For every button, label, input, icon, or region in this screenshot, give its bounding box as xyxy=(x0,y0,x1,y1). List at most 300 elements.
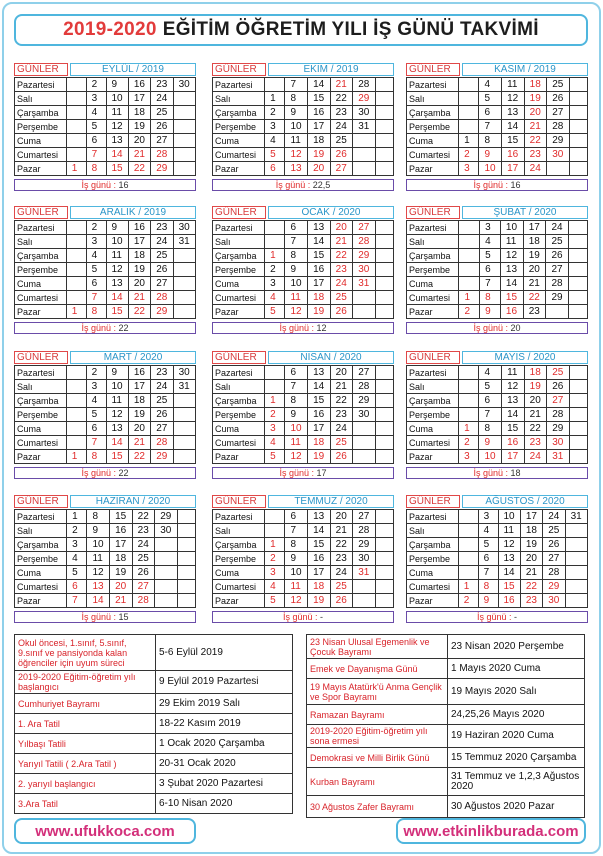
week-day-row xyxy=(407,148,588,162)
footer-link-right[interactable] xyxy=(396,818,586,844)
date-cell: 25 xyxy=(330,436,353,450)
date-cell: 21 xyxy=(330,78,353,92)
week-day-row xyxy=(15,524,196,538)
date-cell: 3 xyxy=(265,277,285,291)
date-cell: 9 xyxy=(106,78,128,92)
date-cell: 29 xyxy=(547,134,570,148)
month-calendar xyxy=(14,351,196,479)
month-name: EKİM / 2019 xyxy=(268,63,394,76)
date-cell xyxy=(173,263,195,277)
date-cell: 6 xyxy=(67,580,87,594)
date-cell: 20 xyxy=(308,162,331,176)
date-cell xyxy=(375,380,393,394)
date-cell: 13 xyxy=(308,366,331,380)
date-cell xyxy=(66,92,86,106)
date-cell: 8 xyxy=(480,291,501,305)
date-cell: 6 xyxy=(86,134,106,148)
date-cell xyxy=(458,552,478,566)
date-cell xyxy=(458,538,478,552)
date-cell xyxy=(155,538,178,552)
date-cell: 14 xyxy=(502,120,525,134)
week-day-row xyxy=(213,106,394,120)
date-cell: 10 xyxy=(498,510,520,524)
date-cell: 12 xyxy=(106,263,128,277)
date-cell xyxy=(353,148,376,162)
date-cell xyxy=(569,450,587,464)
day-name: Çarşamba xyxy=(213,538,265,552)
workday-value: 22 xyxy=(118,468,129,478)
day-name: Cuma xyxy=(15,422,67,436)
date-cell: 28 xyxy=(353,78,376,92)
date-cell: 27 xyxy=(353,221,376,235)
date-cell: 27 xyxy=(151,277,173,291)
date-cell xyxy=(375,291,393,305)
date-cell xyxy=(458,524,478,538)
date-cell xyxy=(66,120,86,134)
date-cell: 28 xyxy=(353,235,376,249)
date-cell: 23 xyxy=(151,78,173,92)
days-column-header: GÜNLER xyxy=(406,495,460,508)
date-cell: 22 xyxy=(330,394,353,408)
date-cell: 13 xyxy=(498,552,520,566)
date-cell xyxy=(265,235,285,249)
day-name: Cumartesi xyxy=(213,291,265,305)
date-cell: 1 xyxy=(458,580,478,594)
date-cell xyxy=(375,134,393,148)
date-cell: 4 xyxy=(479,78,502,92)
event-date: 31 Temmuz ve 1,2,3 Ağustos 2020 xyxy=(448,768,585,796)
date-cell: 3 xyxy=(459,162,479,176)
date-cell: 7 xyxy=(479,408,502,422)
workday-label: İş günü : xyxy=(81,612,119,622)
date-cell xyxy=(565,594,587,608)
date-cell xyxy=(177,566,195,580)
month-calendar xyxy=(212,351,394,479)
day-name: Cumartesi xyxy=(407,436,459,450)
date-cell: 21 xyxy=(128,436,150,450)
date-cell: 27 xyxy=(353,510,376,524)
date-cell: 13 xyxy=(106,422,128,436)
date-cell: 11 xyxy=(498,524,520,538)
day-name: Çarşamba xyxy=(407,394,459,408)
date-cell xyxy=(459,277,480,291)
date-cell xyxy=(155,566,178,580)
day-name: Salı xyxy=(407,235,459,249)
date-cell: 18 xyxy=(520,524,542,538)
date-cell: 21 xyxy=(523,277,546,291)
week-day-row xyxy=(213,235,394,249)
date-cell: 5 xyxy=(86,408,106,422)
date-cell xyxy=(459,106,479,120)
date-cell xyxy=(375,436,393,450)
days-column-header: GÜNLER xyxy=(406,63,460,76)
date-cell xyxy=(265,524,285,538)
date-cell: 1 xyxy=(459,291,480,305)
date-cell: 29 xyxy=(543,580,565,594)
date-cell: 18 xyxy=(128,106,150,120)
date-cell xyxy=(353,436,376,450)
date-cell: 15 xyxy=(500,291,523,305)
date-cell: 26 xyxy=(547,380,570,394)
date-cell: 3 xyxy=(86,235,106,249)
day-name: Salı xyxy=(15,524,67,538)
date-cell: 25 xyxy=(151,249,173,263)
date-cell: 30 xyxy=(547,436,570,450)
event-date: 29 Ekim 2019 Salı xyxy=(156,694,293,714)
date-cell: 9 xyxy=(285,552,308,566)
date-cell: 23 xyxy=(520,594,542,608)
month-table xyxy=(406,77,588,176)
date-cell: 20 xyxy=(330,366,353,380)
event-row xyxy=(307,725,585,748)
date-cell: 5 xyxy=(480,249,501,263)
date-cell xyxy=(569,277,588,291)
event-name: 2019-2020 Eğitim-öğretim yılı başlangıcı xyxy=(15,671,156,694)
date-cell xyxy=(569,78,587,92)
date-cell xyxy=(375,422,393,436)
date-cell: 28 xyxy=(132,594,155,608)
date-cell: 19 xyxy=(524,92,547,106)
date-cell xyxy=(459,221,480,235)
date-cell: 18 xyxy=(523,235,546,249)
date-cell xyxy=(569,436,587,450)
title-text: EĞİTİM ÖĞRETİM YILI İŞ GÜNÜ TAKVİMİ xyxy=(162,19,539,40)
month-header xyxy=(406,63,588,76)
day-name: Pazartesi xyxy=(407,221,459,235)
week-day-row xyxy=(213,394,394,408)
date-cell: 2 xyxy=(458,594,478,608)
date-cell xyxy=(459,263,480,277)
date-cell: 21 xyxy=(524,408,547,422)
week-day-row xyxy=(15,106,196,120)
days-column-header: GÜNLER xyxy=(14,206,68,219)
date-cell: 25 xyxy=(546,235,569,249)
month-name: EYLÜL / 2019 xyxy=(70,63,196,76)
date-cell: 5 xyxy=(265,305,285,319)
date-cell xyxy=(375,277,393,291)
day-name: Cumartesi xyxy=(407,291,459,305)
date-cell xyxy=(66,235,86,249)
week-day-row xyxy=(407,221,588,235)
date-cell: 2 xyxy=(459,148,479,162)
date-cell: 11 xyxy=(87,552,110,566)
days-column-header: GÜNLER xyxy=(406,351,460,364)
month-table xyxy=(212,365,394,464)
date-cell xyxy=(375,394,393,408)
date-cell: 18 xyxy=(128,394,150,408)
date-cell: 17 xyxy=(110,538,133,552)
date-cell xyxy=(375,510,393,524)
date-cell xyxy=(569,249,588,263)
week-day-row xyxy=(15,566,196,580)
date-cell: 30 xyxy=(353,263,376,277)
date-cell: 4 xyxy=(67,552,87,566)
day-name: Perşembe xyxy=(407,263,459,277)
week-day-row xyxy=(407,422,588,436)
workday-count xyxy=(212,611,394,623)
date-cell: 31 xyxy=(353,566,376,580)
date-cell: 18 xyxy=(308,580,331,594)
date-cell: 28 xyxy=(353,380,376,394)
week-day-row xyxy=(15,162,196,176)
week-day-row xyxy=(15,422,196,436)
date-cell: 21 xyxy=(128,148,150,162)
date-cell xyxy=(155,580,178,594)
date-cell: 3 xyxy=(86,92,106,106)
date-cell: 4 xyxy=(86,106,106,120)
date-cell: 20 xyxy=(128,422,150,436)
workday-count xyxy=(212,179,394,191)
date-cell xyxy=(565,524,587,538)
day-name: Cuma xyxy=(213,277,265,291)
date-cell: 17 xyxy=(128,92,150,106)
month-table xyxy=(212,220,394,319)
workday-value: 12 xyxy=(316,323,327,333)
date-cell: 10 xyxy=(106,235,128,249)
date-cell: 25 xyxy=(547,366,570,380)
date-cell: 9 xyxy=(106,366,128,380)
date-cell: 4 xyxy=(265,134,285,148)
day-name: Salı xyxy=(213,380,265,394)
month-header xyxy=(212,495,394,508)
day-name: Pazar xyxy=(15,162,67,176)
workday-label: İş günü : xyxy=(473,323,511,333)
date-cell: 27 xyxy=(151,134,173,148)
week-day-row xyxy=(213,450,394,464)
date-cell: 8 xyxy=(285,394,308,408)
date-cell: 14 xyxy=(502,408,525,422)
date-cell: 13 xyxy=(502,394,525,408)
date-cell: 12 xyxy=(500,249,523,263)
date-cell: 2 xyxy=(459,436,479,450)
date-cell: 7 xyxy=(67,594,87,608)
date-cell: 30 xyxy=(353,552,376,566)
date-cell: 15 xyxy=(110,510,133,524)
week-day-row xyxy=(407,78,588,92)
days-column-header: GÜNLER xyxy=(212,495,266,508)
date-cell xyxy=(565,538,587,552)
date-cell: 14 xyxy=(308,524,331,538)
date-cell xyxy=(569,106,587,120)
week-day-row xyxy=(407,552,588,566)
week-day-row xyxy=(407,291,588,305)
date-cell: 26 xyxy=(330,305,353,319)
date-cell: 30 xyxy=(353,106,376,120)
day-name: Pazartesi xyxy=(15,221,67,235)
date-cell: 1 xyxy=(265,394,285,408)
date-cell: 11 xyxy=(285,436,308,450)
day-name: Çarşamba xyxy=(15,394,67,408)
date-cell: 7 xyxy=(479,120,502,134)
event-name: Demokrasi ve Milli Birlik Günü xyxy=(307,748,448,768)
date-cell: 29 xyxy=(353,92,376,106)
workday-count xyxy=(406,611,588,623)
date-cell xyxy=(458,566,478,580)
date-cell: 14 xyxy=(308,235,331,249)
date-cell xyxy=(375,78,393,92)
date-cell: 14 xyxy=(87,594,110,608)
date-cell: 26 xyxy=(330,148,353,162)
date-cell xyxy=(353,305,376,319)
date-cell: 17 xyxy=(308,120,331,134)
date-cell xyxy=(459,380,479,394)
date-cell: 1 xyxy=(66,450,86,464)
date-cell xyxy=(569,92,587,106)
week-day-row xyxy=(213,120,394,134)
date-cell xyxy=(66,436,86,450)
date-cell: 23 xyxy=(330,263,353,277)
month-header xyxy=(14,351,196,364)
week-day-row xyxy=(407,134,588,148)
date-cell: 17 xyxy=(128,235,150,249)
event-name: Kurban Bayramı xyxy=(307,768,448,796)
date-cell: 22 xyxy=(523,291,546,305)
week-day-row xyxy=(15,120,196,134)
date-cell: 9 xyxy=(285,263,308,277)
day-name: Cumartesi xyxy=(15,291,67,305)
date-cell: 20 xyxy=(524,394,547,408)
day-name: Pazar xyxy=(407,594,459,608)
event-name: 3.Ara Tatil xyxy=(15,794,156,814)
date-cell xyxy=(177,538,195,552)
week-day-row xyxy=(213,510,394,524)
month-calendar xyxy=(212,63,394,191)
date-cell: 19 xyxy=(128,263,150,277)
event-name: Yılbaşı Tatili xyxy=(15,734,156,754)
week-day-row xyxy=(407,277,588,291)
day-name: Cuma xyxy=(407,134,459,148)
date-cell xyxy=(375,450,393,464)
date-cell: 25 xyxy=(547,78,570,92)
date-cell xyxy=(546,305,569,319)
date-cell: 24 xyxy=(151,92,173,106)
day-name: Salı xyxy=(407,380,459,394)
date-cell: 16 xyxy=(498,594,520,608)
date-cell: 15 xyxy=(308,394,331,408)
date-cell: 24 xyxy=(546,221,569,235)
day-name: Pazar xyxy=(213,305,265,319)
date-cell: 25 xyxy=(330,134,353,148)
day-name: Çarşamba xyxy=(15,538,67,552)
event-name: Yarıyıl Tatili ( 2.Ara Tatil ) xyxy=(15,754,156,774)
date-cell xyxy=(353,162,376,176)
date-cell: 24 xyxy=(524,450,547,464)
date-cell: 16 xyxy=(308,263,331,277)
week-day-row xyxy=(15,594,196,608)
date-cell: 12 xyxy=(498,538,520,552)
week-day-row xyxy=(213,580,394,594)
date-cell: 9 xyxy=(106,221,128,235)
date-cell: 9 xyxy=(87,524,110,538)
date-cell: 18 xyxy=(128,249,150,263)
month-table xyxy=(212,509,394,608)
date-cell: 4 xyxy=(86,249,106,263)
day-name: Perşembe xyxy=(15,552,67,566)
date-cell: 30 xyxy=(543,594,565,608)
date-cell: 11 xyxy=(285,580,308,594)
event-date: 20-31 Ocak 2020 xyxy=(156,754,293,774)
week-day-row xyxy=(213,436,394,450)
month-name: MART / 2020 xyxy=(70,351,196,364)
day-name: Salı xyxy=(213,235,265,249)
date-cell xyxy=(547,162,570,176)
event-date: 18-22 Kasım 2019 xyxy=(156,714,293,734)
week-day-row xyxy=(15,538,196,552)
month-name: AĞUSTOS / 2020 xyxy=(462,495,588,508)
date-cell: 27 xyxy=(546,263,569,277)
workday-label: İş günü : xyxy=(279,468,317,478)
month-name: ŞUBAT / 2020 xyxy=(462,206,588,219)
date-cell: 15 xyxy=(308,538,331,552)
date-cell: 11 xyxy=(500,235,523,249)
event-name: Cumhuriyet Bayramı xyxy=(15,694,156,714)
date-cell xyxy=(66,394,86,408)
date-cell xyxy=(569,305,588,319)
date-cell: 19 xyxy=(308,594,331,608)
date-cell: 22 xyxy=(132,510,155,524)
date-cell: 10 xyxy=(479,450,502,464)
date-cell: 25 xyxy=(151,106,173,120)
day-name: Çarşamba xyxy=(407,106,459,120)
date-cell xyxy=(569,408,587,422)
date-cell xyxy=(569,148,587,162)
day-name: Cumartesi xyxy=(15,148,67,162)
date-cell: 14 xyxy=(106,291,128,305)
month-calendar xyxy=(406,495,588,623)
date-cell: 16 xyxy=(128,366,150,380)
week-day-row xyxy=(213,380,394,394)
week-day-row xyxy=(15,450,196,464)
workday-count xyxy=(212,322,394,334)
day-name: Cumartesi xyxy=(15,580,67,594)
event-row xyxy=(15,754,293,774)
date-cell: 25 xyxy=(151,394,173,408)
event-date: 9 Eylül 2019 Pazartesi xyxy=(156,671,293,694)
date-cell: 18 xyxy=(308,436,331,450)
event-row xyxy=(307,635,585,659)
week-day-row xyxy=(407,249,588,263)
date-cell: 5 xyxy=(67,566,87,580)
date-cell xyxy=(265,510,285,524)
date-cell: 19 xyxy=(520,538,542,552)
day-name: Cuma xyxy=(15,566,67,580)
week-day-row xyxy=(407,538,588,552)
date-cell: 22 xyxy=(524,134,547,148)
event-name: Okul öncesi, 1.sınıf, 5.sınıf, 9.sınıf ve pansiyonda kalan öğrenciler için uyum süreci xyxy=(15,635,156,671)
workday-count xyxy=(14,179,196,191)
week-day-row xyxy=(213,148,394,162)
month-calendar xyxy=(14,63,196,191)
date-cell: 3 xyxy=(86,380,106,394)
date-cell: 5 xyxy=(478,538,498,552)
week-day-row xyxy=(213,366,394,380)
workday-count xyxy=(406,322,588,334)
date-cell: 26 xyxy=(330,450,353,464)
date-cell: 10 xyxy=(106,92,128,106)
date-cell: 3 xyxy=(265,422,285,436)
days-column-header: GÜNLER xyxy=(14,351,68,364)
date-cell xyxy=(458,510,478,524)
date-cell: 29 xyxy=(155,510,178,524)
month-calendar xyxy=(406,206,588,334)
date-cell: 23 xyxy=(330,552,353,566)
day-name: Pazar xyxy=(15,450,67,464)
footer-link-left[interactable] xyxy=(14,818,196,844)
date-cell: 4 xyxy=(86,394,106,408)
date-cell: 10 xyxy=(285,422,308,436)
event-name: 30 Ağustos Zafer Bayramı xyxy=(307,796,448,818)
date-cell: 10 xyxy=(479,162,502,176)
